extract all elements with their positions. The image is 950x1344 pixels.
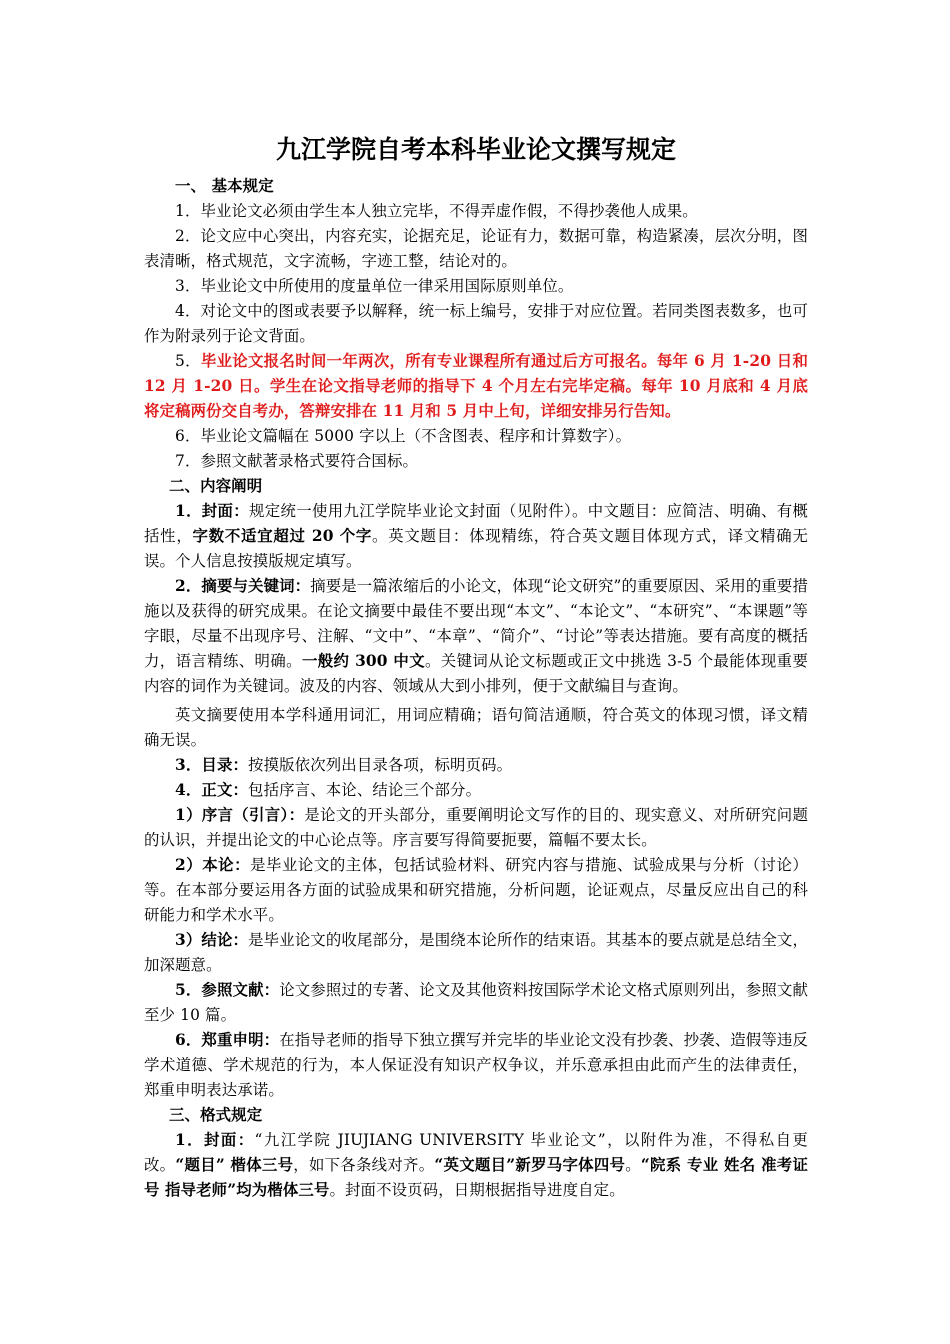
- emphasis: “院系 专业 姓名 准考证号 指导老师”均为楷体三号: [144, 1156, 808, 1199]
- item-label: 3）结论：: [175, 931, 249, 949]
- text: 按摸版依次列出目录各项，标明页码。: [248, 756, 513, 774]
- text: 是毕业论文的主体，包括试验材料、研究内容与措施、试验成果与分析（讨论）等。在本部分要运用各方面的试验成果和研究措施，分析问题，论证观点，尽量反应出自己的科研能力和学术水平。: [144, 856, 808, 924]
- item-label: 1．封面：: [175, 1131, 255, 1149]
- paragraph: 6．毕业论文篇幅在 5000 字以上（不含图表、程序和计算数字）。: [175, 427, 632, 445]
- emphasis: “题目” 楷体三号: [175, 1156, 294, 1174]
- item-label: 2．摘要与关键词：: [175, 577, 311, 595]
- item-label: 3．目录：: [175, 756, 249, 774]
- paragraph: 4．对论文中的图或表要予以解释，统一标上编号，安排于对应位置。若同类图表数多，也可作为附录列于论文背面。: [144, 302, 808, 345]
- text: 规定统一使用九江学院毕业论文封面（见附件）。中文题目：应简洁、明确、有概括性，: [144, 502, 808, 545]
- text: 在指导老师的指导下独立撰写并完毕的毕业论文没有抄袭、抄袭、造假等违反学术道德、学术规范的行为，本人保证没有知识产权争议，并乐意承担由此而产生的法律责任，郑重申明表达承诺。: [144, 1031, 808, 1099]
- paragraph-conclusion: [144, 928, 808, 978]
- section-heading-format: 三、格式规定: [169, 1106, 263, 1124]
- document-page: [144, 132, 808, 1203]
- paragraph-toc: [144, 753, 808, 778]
- highlighted-notice: 毕业论文报名时间一年两次，所有专业课程所有通过后方可报名。每年 6 月 1-20 日和 12 月 1-20 日。学生在论文指导老师的指导下 4 个月左右完毕定稿。每年 10 月底和 4 月底将定稿两份交自考办，答辩安排在 11 月和 5 月中上旬，详细安排另行告知。: [144, 352, 809, 420]
- item-label: 1）序言（引言）：: [175, 806, 305, 824]
- text: 。关键词从论文标题或正文中挑选 3-5 个最能体现重要内容的词作为关键词。波及的内容、领域从大到小排列，便于文献编目与查询。: [144, 652, 808, 695]
- paragraph-main-discussion: [144, 853, 808, 928]
- paragraph-english-abstract: 英文摘要使用本学科通用词汇，用词应精确；语句简洁通顺，符合英文的体现习惯，译文精确无误。: [144, 706, 808, 749]
- paragraph-declaration: [144, 1028, 808, 1103]
- paragraph: 2．论文应中心突出，内容充实，论据充足，论证有力，数据可靠，构造紧凑，层次分明，图表清晰，格式规范，文字流畅，字迹工整，结论对的。: [144, 227, 808, 270]
- paragraph: 1．毕业论文必须由学生本人独立完毕，不得弄虚作假，不得抄袭他人成果。: [175, 202, 698, 220]
- paragraph-format-cover: [144, 1128, 808, 1203]
- item-label: 1．封面：: [175, 502, 250, 520]
- text: 是毕业论文的收尾部分，是围绕本论所作的结束语。其基本的要点就是总结全文，加深题意。: [144, 931, 808, 974]
- section-heading-content: 二、内容阐明: [169, 477, 263, 495]
- paragraph-body: [144, 778, 808, 803]
- text: 。英文题目：体现精练，符合英文题目体现方式，译文精确无误。个人信息按摸版规定填写。: [144, 527, 808, 570]
- text: 。: [625, 1156, 641, 1174]
- document-title: 九江学院自考本科毕业论文撰写规定: [275, 135, 676, 164]
- paragraph-cover: [144, 499, 808, 574]
- item-label: 4．正文：: [175, 781, 249, 799]
- paragraph-abstract: [144, 574, 808, 699]
- item-number: 5．: [175, 352, 201, 370]
- item-label: 5．参照文献：: [175, 981, 280, 999]
- paragraph: 3．毕业论文中所使用的度量单位一律采用国际原则单位。: [175, 277, 574, 295]
- text: 。封面不设页码，日期根据指导进度自定。: [329, 1181, 625, 1199]
- paragraph: 7．参照文献著录格式要符合国标。: [175, 452, 419, 470]
- text: 摘要是一篇浓缩后的小论文，体现“论文研究”的重要原因、采用的重要措施以及获得的研究成果。在论文摘要中最佳不要出现“本文”、“本论文”、“本研究”、“本课题”等字眼，尽量不出现序号、注解、“文中”、“本章”、“简介”、“讨论”等表达措施。要有高度的概括力，语言精练、明确。: [144, 577, 808, 670]
- text: 包括序言、本论、结论三个部分。: [248, 781, 482, 799]
- text: ，如下各条线对齐。: [293, 1156, 435, 1174]
- emphasis: 一般约 300 中文: [301, 652, 425, 670]
- emphasis: “英文题目”新罗马字体四号: [434, 1156, 626, 1174]
- text: 论文参照过的专著、论文及其他资料按国际学术论文格式原则列出，参照文献至少 10 篇。: [144, 981, 808, 1024]
- emphasis: 字数不适宜超过 20 个字: [192, 527, 373, 545]
- paragraph-references: [144, 978, 808, 1028]
- paragraph-registration-notice: [144, 349, 808, 424]
- text: 是论文的开头部分，重要阐明论文写作的目的、现实意义、对所研究问题的认识，并提出论文的中心论点等。序言要写得简要扼要，篇幅不要太长。: [144, 806, 809, 849]
- section-heading-basic-rules: 一、 基本规定: [175, 177, 274, 195]
- item-label: 6．郑重申明：: [175, 1031, 280, 1049]
- text: “九江学院 JIUJIANG UNIVERSITY 毕业论文”，以附件为准，不得私自更改。: [144, 1131, 808, 1174]
- item-label: 2）本论：: [175, 856, 251, 874]
- paragraph-introduction: [144, 803, 808, 853]
